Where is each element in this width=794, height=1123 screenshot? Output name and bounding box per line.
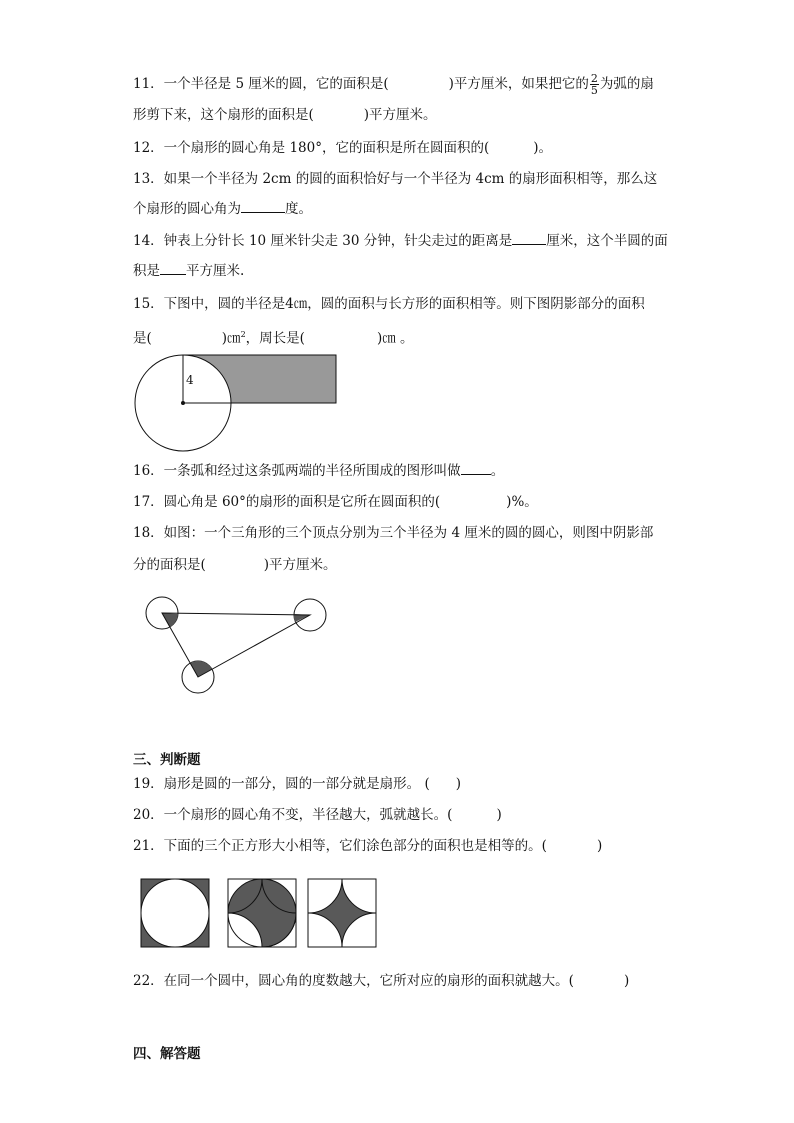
q15-text-b: 是(: [133, 330, 152, 347]
q18-triangle: [162, 613, 310, 677]
fraction-numerator: 2: [590, 72, 598, 85]
section-3-heading: 三、判断题: [133, 752, 201, 768]
question-14-line-2: [133, 262, 244, 280]
question-12: [133, 139, 552, 157]
q18-triangle-circles-figure: [135, 590, 335, 700]
question-18-line-2: [133, 556, 337, 574]
q14-text-a: 14．钟表上分针长 10 厘米针尖走 30 分钟，针尖走过的距离是: [133, 233, 513, 249]
q21-text-b: ): [596, 838, 603, 854]
q21-text-a: 21．下面的三个正方形大小相等，它们涂色部分的面积也是相等的。(: [133, 838, 547, 854]
q11-text-e: )平方厘米。: [363, 107, 437, 123]
question-15-line-2: [133, 326, 414, 348]
q13-answer-blank[interactable]: [241, 200, 285, 213]
q14-text-c: 积是: [133, 263, 160, 279]
question-11-line-1: [133, 73, 654, 96]
q12-text-b: )。: [533, 140, 553, 156]
q19-text-b: ): [455, 776, 462, 792]
q22-text-b: ): [623, 973, 630, 989]
section-4-heading: 四、解答题: [133, 1046, 201, 1062]
q15-text-c: )㎝: [221, 330, 241, 347]
question-18-line-1: [133, 524, 653, 542]
q15-radius-label: 4: [186, 373, 194, 387]
q22-text-a: 22．在同一个圆中，圆心角的度数越大，它所对应的扇形的面积就越大。(: [133, 973, 574, 989]
q17-text-b: )%。: [506, 494, 538, 510]
q14-answer-blank-1[interactable]: [512, 232, 546, 245]
q12-text-a: 12．一个扇形的圆心角是 180°，它的面积是所在圆面积的(: [133, 140, 490, 156]
q16-answer-blank[interactable]: [461, 462, 491, 475]
question-13-line-2: [133, 200, 312, 218]
q18-text-b: 分的面积是(: [133, 557, 206, 573]
q15-text-d: ，周长是(: [245, 330, 305, 347]
q11-text-a: 11．一个半径是 5 厘米的圆，它的面积是(: [133, 76, 389, 92]
q19-text-a: 19．扇形是圆的一部分，圆的一部分就是扇形。 (: [133, 776, 430, 792]
q17-text-a: 17．圆心角是 60°的扇形的面积是它所在圆面积的(: [133, 494, 441, 510]
q21-square-2: [228, 879, 296, 947]
q13-text-c: 度。: [285, 201, 312, 217]
q15-text-a: 15．下图中，圆的半径是4㎝，圆的面积与长方形的面积相等。则下图阴影部分的面积: [133, 296, 645, 312]
question-14-line-1: [133, 232, 668, 250]
question-16: [133, 462, 504, 480]
q15-circle-rectangle-figure: [130, 350, 345, 455]
fraction-denominator: 5: [590, 84, 598, 97]
question-17: [133, 493, 538, 511]
q21-square-1: [141, 879, 209, 947]
q15-text-e: )㎝ 。: [376, 330, 414, 347]
question-19: [133, 775, 461, 793]
q20-text-b: ): [496, 807, 502, 823]
q14-text-d: 平方厘米.: [186, 263, 245, 279]
question-15-line-1: [133, 295, 645, 313]
q13-text-a: 13．如果一个半径为 2cm 的圆的面积恰好与一个半径为 4cm 的扇形面积相等，那么这: [133, 171, 658, 187]
q15-superscript: 2: [240, 330, 246, 339]
question-11-line-2: [133, 106, 437, 124]
q11-text-c: 为弧的扇: [599, 76, 654, 92]
fraction-two-fifths: [590, 73, 599, 96]
question-20: [133, 806, 502, 824]
q14-text-b: 厘米，这个半圆的面: [546, 233, 668, 249]
q21-squares-figure: [138, 876, 383, 950]
q11-text-b: )平方厘米，如果把它的: [448, 76, 589, 92]
q18-text-a: 18．如图：一个三角形的三个顶点分别为三个半径为 4 厘米的圆的圆心，则图中阴影部: [133, 525, 654, 541]
q16-text-a: 16．一条弧和经过这条弧两端的半径所围成的图形叫做: [133, 463, 461, 479]
question-21: [133, 837, 602, 855]
q11-text-d: 形剪下来，这个扇形的面积是(: [133, 107, 314, 123]
question-13-line-1: [133, 170, 657, 188]
question-22: [133, 972, 629, 990]
q20-text-a: 20．一个扇形的圆心角不变，半径越大，弧就越长。(: [133, 807, 453, 823]
q14-answer-blank-2[interactable]: [160, 262, 186, 275]
q13-text-b: 个扇形的圆心角为: [133, 201, 241, 217]
q18-text-c: )平方厘米。: [263, 557, 337, 573]
q21-square-3: [308, 879, 376, 947]
q15-center-dot: [181, 401, 185, 405]
q16-text-b: 。: [490, 463, 505, 479]
